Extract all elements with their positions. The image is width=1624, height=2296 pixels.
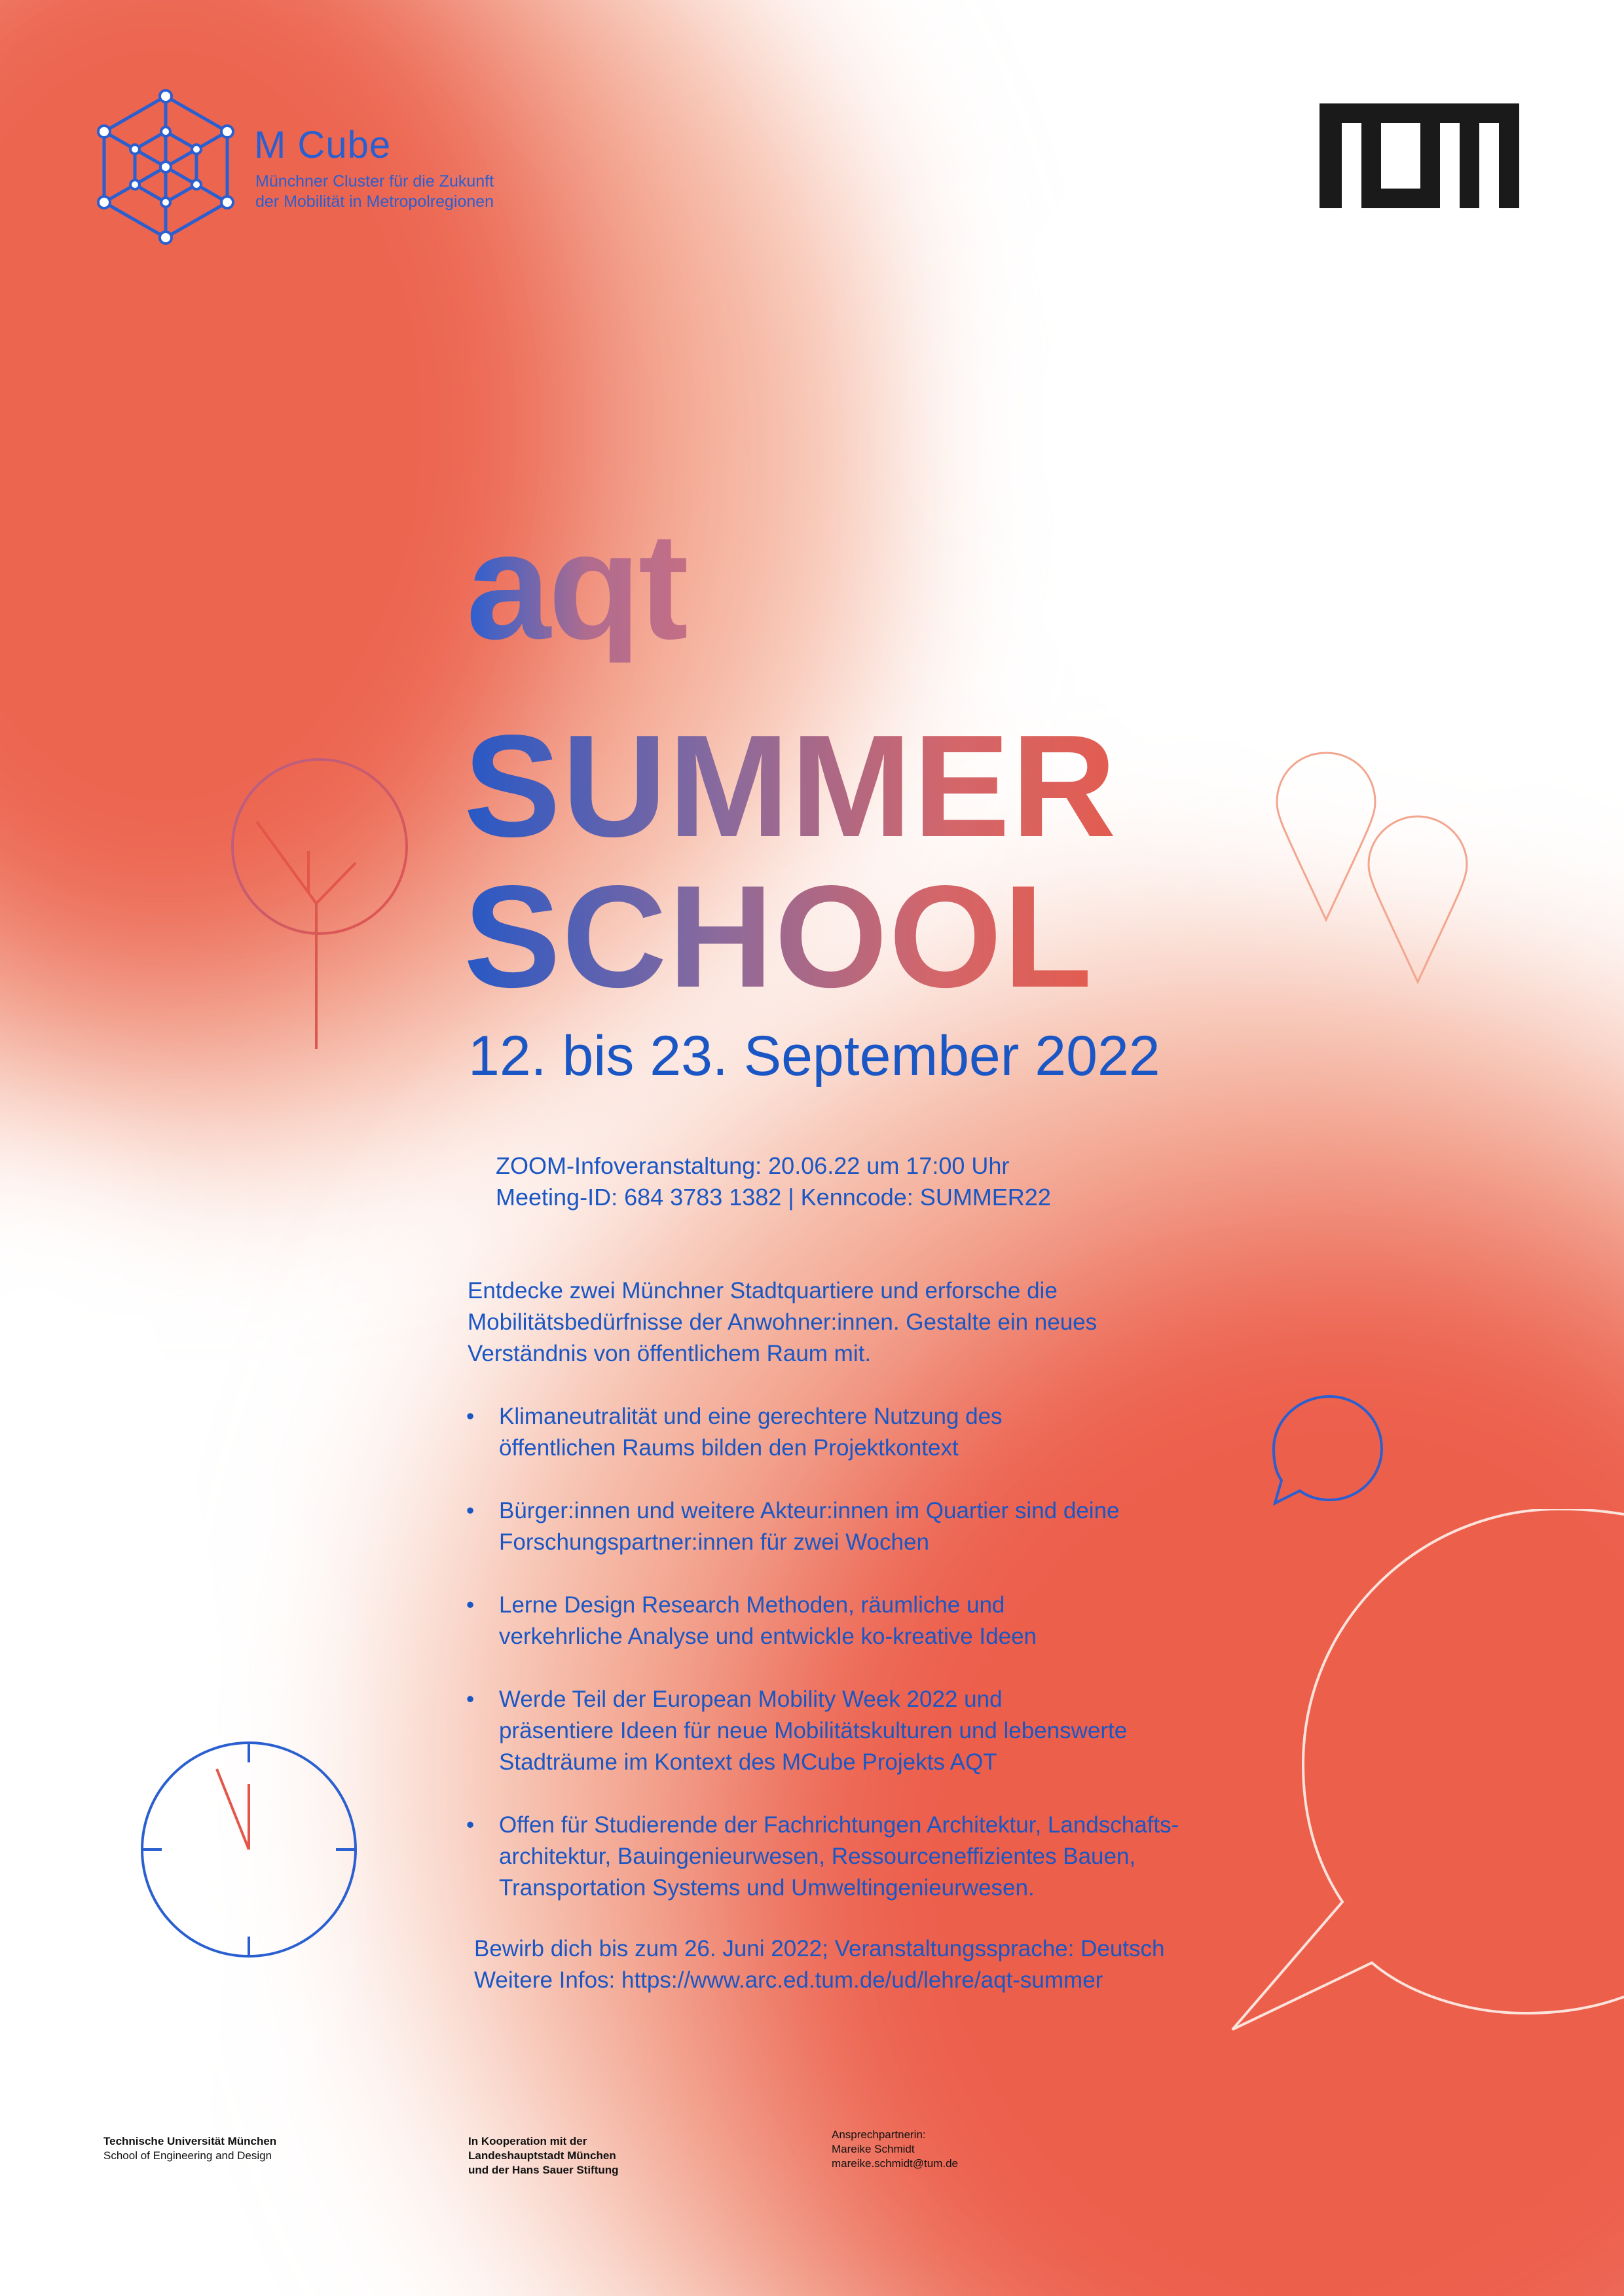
intro-line3: Verständnis von öffentlichem Raum mit.	[468, 1338, 1253, 1370]
footer-coop-line2: Landeshauptstadt München	[468, 2149, 619, 2163]
footer-university: Technische Universität München	[103, 2134, 276, 2149]
footer-coop-line1: In Kooperation mit der	[468, 2134, 619, 2149]
list-item-line: Forschungspartner:innen für zwei Wochen	[499, 1527, 1318, 1558]
list-item-line: präsentiere Ideen für neue Mobilitätskulturen und lebenswerte	[499, 1715, 1318, 1747]
intro-line2: Mobilitätsbedürfnisse der Anwohner:innen. Gestalte ein neues	[468, 1307, 1253, 1338]
footer-school: School of Engineering and Design	[103, 2149, 276, 2163]
footer-contact-label: Ansprechpartnerin:	[832, 2128, 958, 2142]
event-dates: 12. bis 23. September 2022	[468, 1028, 1160, 1084]
list-item-line: verkehrliche Analyse und entwickle ko-kreative Ideen	[499, 1621, 1318, 1652]
list-item-line: Stadträume im Kontext des MCube Projekts AQT	[499, 1747, 1318, 1778]
footer-contact-email[interactable]: mareike.schmidt@tum.de	[832, 2157, 958, 2171]
mcube-wordmark: M Cube	[254, 126, 391, 164]
list-item-line: Transportation Systems und Umweltingenieurwesen.	[499, 1872, 1318, 1904]
mcube-tagline-line2: der Mobilität in Metropolregionen	[255, 192, 596, 212]
heading-aqt: aqt	[466, 511, 686, 663]
heading-school: SCHOOL	[464, 864, 1094, 1010]
zoom-info-line2: Meeting-ID: 684 3783 1382 | Kenncode: SUMMER22	[496, 1182, 1051, 1213]
list-item-line: • Klimaneutralität und eine gerechtere Nutzung des	[499, 1401, 1318, 1432]
intro-line1: Entdecke zwei Münchner Stadtquartiere und erforsche die	[468, 1275, 1253, 1307]
list-item-line: architektur, Bauingenieurwesen, Ressourceneffizientes Bauen,	[499, 1841, 1318, 1872]
heading-summer: SUMMER	[464, 714, 1118, 859]
list-item-line: • Lerne Design Research Methoden, räumliche und	[499, 1590, 1318, 1621]
footer-coop-line3: und der Hans Sauer Stiftung	[468, 2163, 619, 2178]
list-item-line: • Offen für Studierende der Fachrichtungen Architektur, Landschafts-	[499, 1810, 1318, 1841]
list-item-line: öffentlichen Raums bilden den Projektkontext	[499, 1432, 1318, 1464]
list-item-line: • Bürger:innen und weitere Akteur:innen im Quartier sind deine	[499, 1495, 1318, 1527]
zoom-info-line1: ZOOM-Infoveranstaltung: 20.06.22 um 17:00 Uhr	[496, 1150, 1051, 1182]
application-deadline: Bewirb dich bis zum 26. Juni 2022; Veranstaltungssprache: Deutsch	[474, 1933, 1456, 1965]
footer-contact-name: Mareike Schmidt	[832, 2142, 958, 2157]
mcube-tagline-line1: Münchner Cluster für die Zukunft	[255, 172, 596, 192]
list-item-line: • Werde Teil der European Mobility Week 2022 und	[499, 1684, 1318, 1715]
more-info-link[interactable]: Weitere Infos: https://www.arc.ed.tum.de/ud/lehre/aqt-summer	[474, 1965, 1456, 1996]
